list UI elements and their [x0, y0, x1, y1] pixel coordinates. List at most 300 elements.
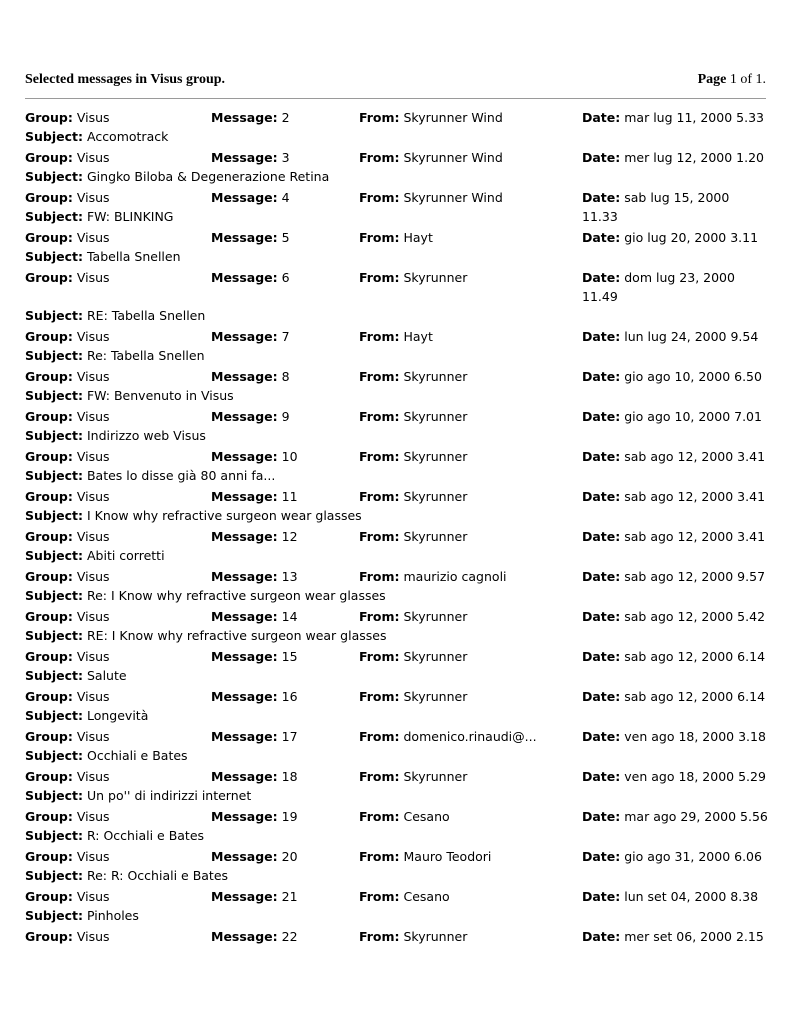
- from-label: From:: [359, 889, 400, 904]
- from-value: Skyrunner: [403, 649, 468, 664]
- message-meta-row: [25, 407, 770, 426]
- from-value: Skyrunner: [403, 409, 468, 424]
- date-value: sab ago 12, 2000 6.14: [624, 689, 766, 704]
- from-field: [359, 527, 467, 546]
- message-meta-row: [25, 687, 770, 706]
- from-field: [359, 367, 467, 386]
- group-label: Group:: [25, 150, 73, 165]
- date-value: sab ago 12, 2000 5.42: [624, 609, 766, 624]
- group-value: Visus: [76, 729, 110, 744]
- date-field: [582, 527, 768, 546]
- message-label: Message:: [211, 409, 278, 424]
- subject-row: [25, 167, 770, 188]
- group-value: Visus: [76, 689, 110, 704]
- group-field: [25, 148, 110, 167]
- date-label: Date:: [582, 369, 621, 384]
- message-entry: [25, 607, 770, 647]
- message-number: 14: [281, 609, 298, 624]
- message-number: 18: [281, 769, 298, 784]
- message-number: 5: [281, 230, 290, 245]
- from-label: From:: [359, 190, 400, 205]
- group-field: [25, 567, 110, 586]
- from-field: [359, 727, 537, 746]
- date-field: [582, 887, 768, 906]
- group-field: [25, 228, 110, 247]
- page-header: [25, 70, 766, 92]
- date-value: mer set 06, 2000 2.15: [624, 929, 764, 944]
- subject-label: Subject:: [25, 588, 83, 603]
- group-label: Group:: [25, 929, 73, 944]
- date-label: Date:: [582, 649, 621, 664]
- group-value: Visus: [76, 150, 110, 165]
- from-label: From:: [359, 849, 400, 864]
- from-field: [359, 687, 467, 706]
- page-indicator: [698, 72, 766, 88]
- from-value: Skyrunner: [403, 529, 468, 544]
- from-label: From:: [359, 529, 400, 544]
- group-label: Group:: [25, 809, 73, 824]
- group-value: Visus: [76, 769, 110, 784]
- message-meta-row: [25, 327, 770, 346]
- group-field: [25, 927, 110, 946]
- message-label: Message:: [211, 609, 278, 624]
- from-label: From:: [359, 409, 400, 424]
- group-value: Visus: [76, 230, 110, 245]
- from-label: From:: [359, 689, 400, 704]
- group-label: Group:: [25, 329, 73, 344]
- from-field: [359, 767, 467, 786]
- date-label: Date:: [582, 849, 621, 864]
- message-entry: [25, 447, 770, 487]
- from-value: Skyrunner: [403, 929, 468, 944]
- message-label: Message:: [211, 929, 278, 944]
- message-number: 19: [281, 809, 298, 824]
- message-number: 20: [281, 849, 298, 864]
- message-label: Message:: [211, 769, 278, 784]
- from-field: [359, 148, 503, 167]
- group-value: Visus: [76, 529, 110, 544]
- date-label: Date:: [582, 809, 621, 824]
- date-field: [582, 927, 768, 946]
- message-meta-row: [25, 767, 770, 786]
- page-number: 1 of 1.: [726, 72, 766, 87]
- message-entry: [25, 567, 770, 607]
- message-number: 16: [281, 689, 298, 704]
- message-number: 11: [281, 489, 298, 504]
- date-value: ven ago 18, 2000 3.18: [624, 729, 766, 744]
- message-number-field: [211, 148, 290, 167]
- message-label: Message:: [211, 809, 278, 824]
- message-number-field: [211, 367, 290, 386]
- date-value: sab lug 15, 2000 11.33: [582, 190, 730, 224]
- message-entry: [25, 807, 770, 847]
- subject-label: Subject:: [25, 169, 83, 184]
- group-field: [25, 807, 110, 826]
- from-field: [359, 447, 467, 466]
- date-field: [582, 367, 768, 386]
- message-label: Message:: [211, 270, 278, 285]
- from-value: Skyrunner Wind: [403, 110, 503, 125]
- subject-label: Subject:: [25, 548, 83, 563]
- group-label: Group:: [25, 110, 73, 125]
- subject-row: [25, 426, 770, 447]
- group-field: [25, 647, 110, 666]
- subject-label: Subject:: [25, 249, 83, 264]
- group-value: Visus: [76, 489, 110, 504]
- group-field: [25, 687, 110, 706]
- date-field: [582, 108, 768, 127]
- group-label: Group:: [25, 609, 73, 624]
- from-label: From:: [359, 150, 400, 165]
- from-label: From:: [359, 369, 400, 384]
- subject-value: RE: I Know why refractive surgeon wear glasses: [86, 628, 387, 643]
- group-field: [25, 767, 110, 786]
- date-label: Date:: [582, 190, 621, 205]
- group-label: Group:: [25, 569, 73, 584]
- group-field: [25, 268, 110, 287]
- message-meta-row: [25, 527, 770, 546]
- message-meta-row: [25, 487, 770, 506]
- message-label: Message:: [211, 489, 278, 504]
- message-number-field: [211, 447, 298, 466]
- message-number: 9: [281, 409, 290, 424]
- message-number-field: [211, 927, 298, 946]
- subject-label: Subject:: [25, 388, 83, 403]
- from-value: Skyrunner Wind: [403, 150, 503, 165]
- message-label: Message:: [211, 569, 278, 584]
- group-field: [25, 727, 110, 746]
- group-value: Visus: [76, 849, 110, 864]
- message-entry: [25, 108, 770, 148]
- subject-row: [25, 626, 770, 647]
- subject-label: Subject:: [25, 209, 83, 224]
- date-value: mer lug 12, 2000 1.20: [624, 150, 765, 165]
- group-label: Group:: [25, 409, 73, 424]
- group-value: Visus: [76, 889, 110, 904]
- message-number-field: [211, 527, 298, 546]
- page-title: Selected messages in Visus group.: [25, 72, 226, 87]
- date-label: Date:: [582, 609, 621, 624]
- subject-value: Re: I Know why refractive surgeon wear glasses: [86, 588, 386, 603]
- from-label: From:: [359, 729, 400, 744]
- date-value: sab ago 12, 2000 3.41: [624, 489, 766, 504]
- message-entry: [25, 188, 770, 228]
- group-field: [25, 607, 110, 626]
- subject-label: Subject:: [25, 468, 83, 483]
- date-value: sab ago 12, 2000 3.41: [624, 529, 766, 544]
- message-number-field: [211, 647, 298, 666]
- date-label: Date:: [582, 729, 621, 744]
- subject-row: [25, 346, 770, 367]
- message-number-field: [211, 327, 290, 346]
- message-meta-row: [25, 567, 770, 586]
- message-number-field: [211, 228, 290, 247]
- from-field: [359, 268, 467, 287]
- message-number-field: [211, 407, 290, 426]
- message-meta-row: [25, 268, 770, 306]
- message-number-field: [211, 727, 298, 746]
- message-label: Message:: [211, 889, 278, 904]
- from-value: domenico.rinaudi@...: [403, 729, 537, 744]
- group-field: [25, 327, 110, 346]
- group-field: [25, 407, 110, 426]
- date-value: mar lug 11, 2000 5.33: [624, 110, 764, 125]
- group-label: Group:: [25, 769, 73, 784]
- message-entry: [25, 527, 770, 567]
- subject-row: [25, 666, 770, 687]
- group-label: Group:: [25, 489, 73, 504]
- subject-row: [25, 746, 770, 767]
- message-entry: [25, 847, 770, 887]
- message-meta-row: [25, 887, 770, 906]
- from-value: Skyrunner: [403, 369, 468, 384]
- from-label: From:: [359, 769, 400, 784]
- date-value: dom lug 23, 2000 11.49: [582, 270, 735, 304]
- subject-value: Re: Tabella Snellen: [86, 348, 205, 363]
- date-field: [582, 447, 768, 466]
- group-field: [25, 108, 110, 127]
- date-field: [582, 847, 768, 866]
- subject-value: Occhiali e Bates: [86, 748, 188, 763]
- date-field: [582, 607, 768, 626]
- from-label: From:: [359, 569, 400, 584]
- subject-label: Subject:: [25, 129, 83, 144]
- from-label: From:: [359, 449, 400, 464]
- date-label: Date:: [582, 270, 621, 285]
- from-field: [359, 807, 450, 826]
- message-entry: [25, 687, 770, 727]
- from-label: From:: [359, 230, 400, 245]
- date-value: sab ago 12, 2000 6.14: [624, 649, 766, 664]
- subject-value: Gingko Biloba & Degenerazione Retina: [86, 169, 330, 184]
- subject-row: [25, 506, 770, 527]
- page-label: Page: [697, 72, 727, 87]
- group-field: [25, 447, 110, 466]
- group-label: Group:: [25, 649, 73, 664]
- subject-row: [25, 127, 770, 148]
- subject-label: Subject:: [25, 908, 83, 923]
- date-field: [582, 407, 768, 426]
- subject-row: [25, 786, 770, 807]
- message-number: 6: [281, 270, 290, 285]
- subject-row: [25, 546, 770, 567]
- message-meta-row: [25, 108, 770, 127]
- message-number: 15: [281, 649, 298, 664]
- from-value: Mauro Teodori: [403, 849, 492, 864]
- message-number-field: [211, 607, 298, 626]
- date-value: sab ago 12, 2000 9.57: [624, 569, 766, 584]
- from-label: From:: [359, 489, 400, 504]
- message-meta-row: [25, 148, 770, 167]
- message-number: 3: [281, 150, 290, 165]
- message-number: 21: [281, 889, 298, 904]
- date-label: Date:: [582, 529, 621, 544]
- message-number-field: [211, 767, 298, 786]
- subject-row: [25, 386, 770, 407]
- message-meta-row: [25, 647, 770, 666]
- subject-label: Subject:: [25, 348, 83, 363]
- date-value: gio lug 20, 2000 3.11: [624, 230, 759, 245]
- subject-row: [25, 586, 770, 607]
- subject-label: Subject:: [25, 828, 83, 843]
- from-field: [359, 108, 503, 127]
- date-field: [582, 727, 768, 746]
- subject-value: Un po'' di indirizzi internet: [86, 788, 252, 803]
- group-label: Group:: [25, 529, 73, 544]
- from-field: [359, 567, 507, 586]
- message-number-field: [211, 807, 298, 826]
- from-label: From:: [359, 809, 400, 824]
- message-number-field: [211, 847, 298, 866]
- date-field: [582, 807, 768, 826]
- from-field: [359, 647, 467, 666]
- subject-label: Subject:: [25, 508, 83, 523]
- from-value: Skyrunner: [403, 489, 468, 504]
- subject-row: [25, 466, 770, 487]
- date-value: gio ago 10, 2000 6.50: [624, 369, 762, 384]
- from-value: Cesano: [403, 889, 450, 904]
- date-value: lun set 04, 2000 8.38: [624, 889, 759, 904]
- message-label: Message:: [211, 110, 278, 125]
- subject-row: [25, 906, 770, 927]
- message-number-field: [211, 687, 298, 706]
- from-value: Skyrunner: [403, 609, 468, 624]
- message-label: Message:: [211, 329, 278, 344]
- date-label: Date:: [582, 449, 621, 464]
- from-label: From:: [359, 329, 400, 344]
- header-divider: [25, 98, 766, 99]
- message-entry: [25, 927, 770, 946]
- message-meta-row: [25, 607, 770, 626]
- from-value: Hayt: [403, 329, 433, 344]
- message-number: 10: [281, 449, 298, 464]
- message-label: Message:: [211, 849, 278, 864]
- subject-value: Longevità: [86, 708, 149, 723]
- group-label: Group:: [25, 849, 73, 864]
- group-field: [25, 487, 110, 506]
- subject-label: Subject:: [25, 748, 83, 763]
- subject-value: I Know why refractive surgeon wear glasses: [86, 508, 362, 523]
- message-meta-row: [25, 807, 770, 826]
- subject-row: [25, 306, 770, 327]
- from-value: Skyrunner: [403, 449, 468, 464]
- date-value: sab ago 12, 2000 3.41: [624, 449, 766, 464]
- subject-value: FW: BLINKING: [86, 209, 174, 224]
- group-label: Group:: [25, 230, 73, 245]
- subject-value: FW: Benvenuto in Visus: [86, 388, 234, 403]
- date-field: [582, 268, 768, 306]
- date-field: [582, 687, 768, 706]
- message-meta-row: [25, 228, 770, 247]
- subject-row: [25, 866, 770, 887]
- date-label: Date:: [582, 110, 621, 125]
- group-value: Visus: [76, 569, 110, 584]
- message-label: Message:: [211, 529, 278, 544]
- date-label: Date:: [582, 889, 621, 904]
- from-value: Hayt: [403, 230, 433, 245]
- subject-value: Abiti corretti: [86, 548, 165, 563]
- message-entry: [25, 647, 770, 687]
- message-label: Message:: [211, 190, 278, 205]
- date-field: [582, 767, 768, 786]
- subject-row: [25, 826, 770, 847]
- message-number-field: [211, 487, 298, 506]
- message-number-field: [211, 887, 298, 906]
- group-value: Visus: [76, 270, 110, 285]
- from-value: Skyrunner: [403, 769, 468, 784]
- message-meta-row: [25, 367, 770, 386]
- message-label: Message:: [211, 150, 278, 165]
- group-field: [25, 847, 110, 866]
- subject-value: Indirizzo web Visus: [86, 428, 206, 443]
- date-label: Date:: [582, 409, 621, 424]
- from-value: Skyrunner Wind: [403, 190, 503, 205]
- message-meta-row: [25, 927, 770, 946]
- message-number-field: [211, 567, 298, 586]
- subject-label: Subject:: [25, 788, 83, 803]
- message-label: Message:: [211, 369, 278, 384]
- group-label: Group:: [25, 369, 73, 384]
- date-value: ven ago 18, 2000 5.29: [624, 769, 766, 784]
- group-value: Visus: [76, 110, 110, 125]
- message-label: Message:: [211, 729, 278, 744]
- message-number: 4: [281, 190, 290, 205]
- message-meta-row: [25, 847, 770, 866]
- group-label: Group:: [25, 270, 73, 285]
- subject-value: Pinholes: [86, 908, 139, 923]
- message-meta-row: [25, 727, 770, 746]
- from-field: [359, 607, 467, 626]
- date-field: [582, 327, 768, 346]
- date-label: Date:: [582, 230, 621, 245]
- subject-value: Accomotrack: [86, 129, 169, 144]
- subject-row: [25, 247, 770, 268]
- message-number-field: [211, 268, 290, 287]
- date-label: Date:: [582, 569, 621, 584]
- group-value: Visus: [76, 409, 110, 424]
- group-value: Visus: [76, 190, 110, 205]
- message-entry: [25, 767, 770, 807]
- message-entry: [25, 407, 770, 447]
- group-field: [25, 887, 110, 906]
- message-label: Message:: [211, 649, 278, 664]
- message-entry: [25, 228, 770, 268]
- date-label: Date:: [582, 769, 621, 784]
- from-label: From:: [359, 110, 400, 125]
- from-field: [359, 927, 467, 946]
- subject-label: Subject:: [25, 308, 83, 323]
- subject-row: [25, 706, 770, 727]
- message-entry: [25, 367, 770, 407]
- date-field: [582, 228, 768, 247]
- message-entry: [25, 148, 770, 188]
- message-number-field: [211, 188, 290, 207]
- subject-value: Bates lo disse già 80 anni fa...: [86, 468, 276, 483]
- date-label: Date:: [582, 689, 621, 704]
- message-label: Message:: [211, 230, 278, 245]
- from-value: maurizio cagnoli: [403, 569, 507, 584]
- subject-label: Subject:: [25, 708, 83, 723]
- message-entry: [25, 268, 770, 327]
- from-value: Skyrunner: [403, 270, 468, 285]
- subject-value: R: Occhiali e Bates: [86, 828, 205, 843]
- from-field: [359, 887, 450, 906]
- group-value: Visus: [76, 929, 110, 944]
- from-field: [359, 327, 433, 346]
- subject-value: Tabella Snellen: [86, 249, 181, 264]
- from-field: [359, 487, 467, 506]
- subject-value: Re: R: Occhiali e Bates: [86, 868, 229, 883]
